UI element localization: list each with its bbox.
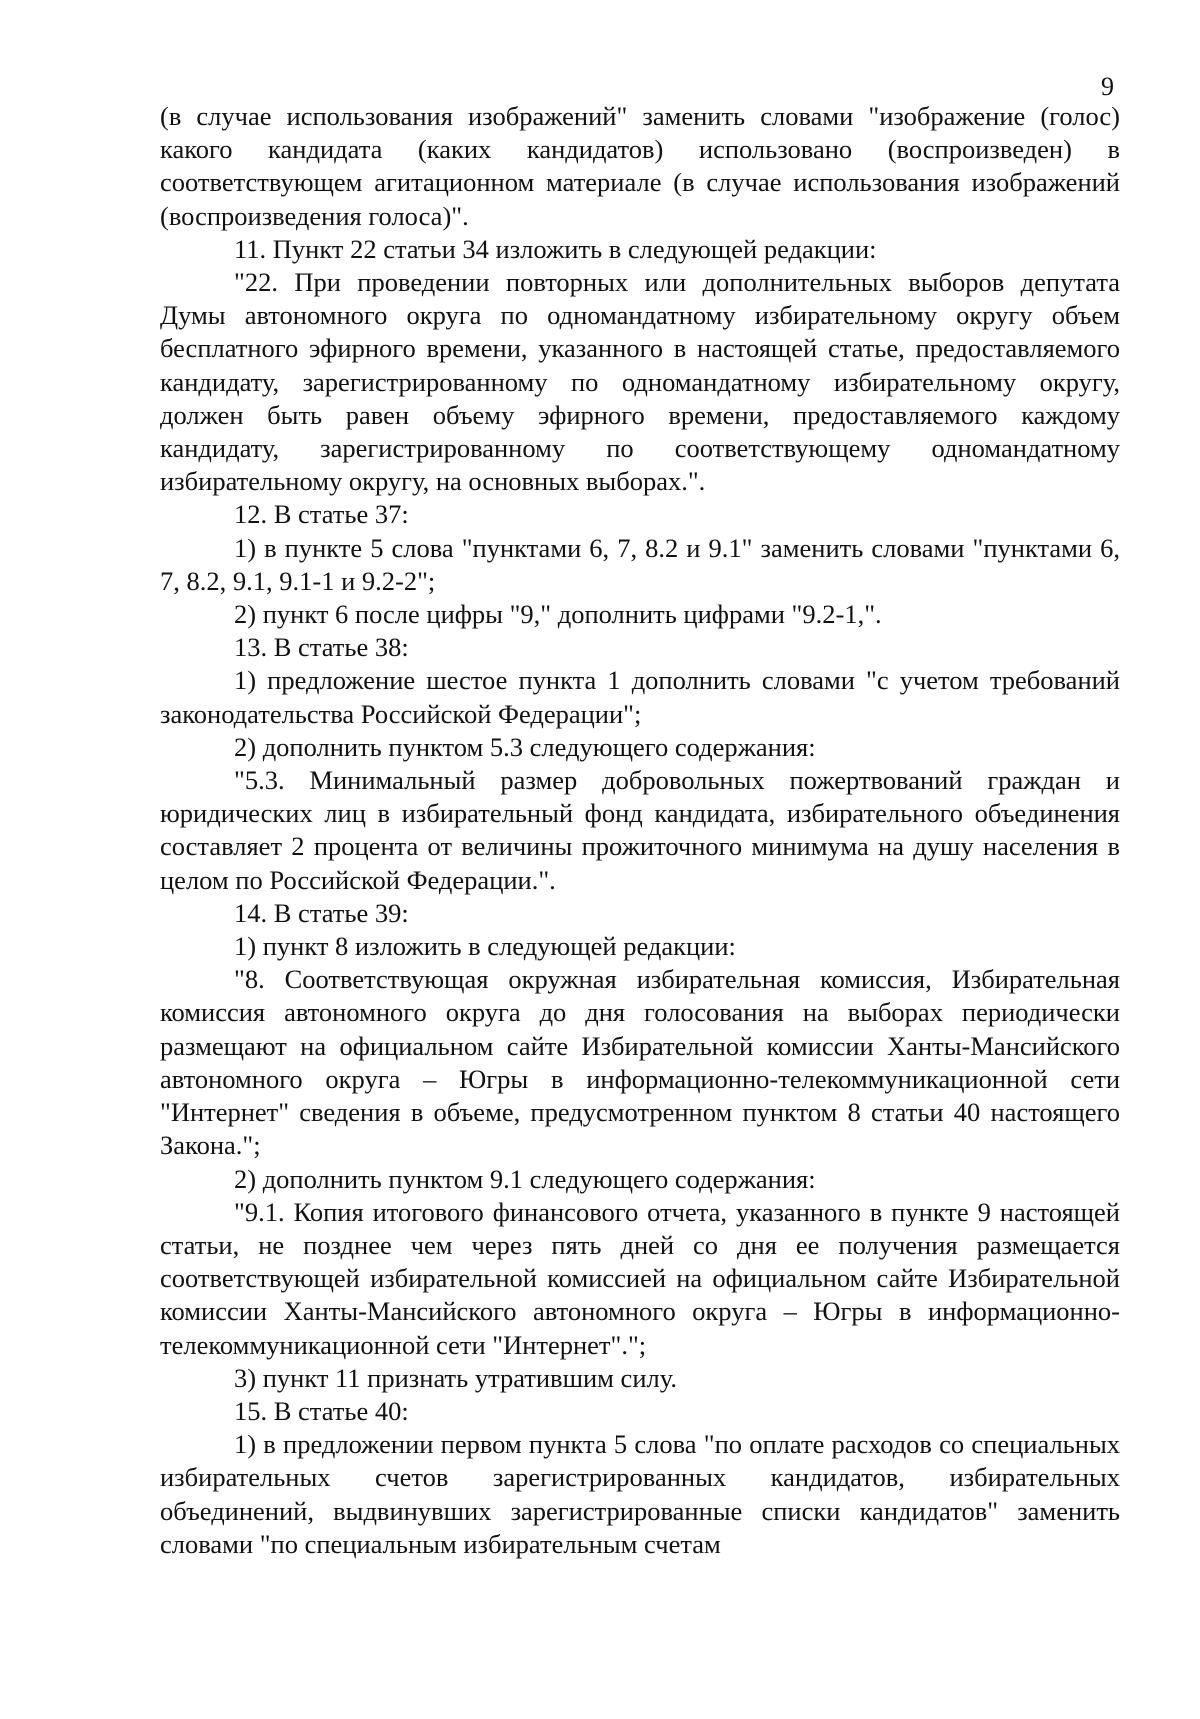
- paragraph: 2) дополнить пунктом 5.3 следующего содержания:: [234, 731, 816, 762]
- paragraph: 1) в пункте 5 слова "пунктами 6, 7, 8.2 и 9.1" заменить словами "пунктами 6, 7, 8.2, 9.1, 9.1-1 и 9.2-2";: [160, 532, 1120, 596]
- page-number: 9: [1101, 72, 1114, 101]
- paragraph: "9.1. Копия итогового финансового отчета, указанного в пункте 9 настоящей статьи, не позднее чем через пять дней со дня ее получения размещается соответствующей избирательной комиссией на официальном сайте Избирательной комиссии Ханты-Мансийского автономного округа – Югры в информационно-телекоммуникационной сети "Интернет".";: [160, 1196, 1120, 1360]
- paragraph: 2) дополнить пунктом 9.1 следующего содержания:: [234, 1163, 816, 1194]
- paragraph: 1) в предложении первом пункта 5 слова "по оплате расходов со специальных избирательных счетов зарегистрированных кандидатов, избирательных объединений, выдвинувших зарегистрированные списки кандидатов" заменить словами "по специальным избирательным счетам: [160, 1429, 1120, 1559]
- paragraph: "22. При проведении повторных или дополнительных выборов депутата Думы автономного округа по одномандатному избирательному округу объем бесплатного эфирного времени, указанного в настоящей статье, предоставляемого кандидату, зарегистрированному по одномандатному избирательному округу, должен быть равен объему эфирного времени, предоставляемого каждому кандидату, зарегистрированному по соответствующему одномандатному избирательному округу, на основных выборах.".: [160, 267, 1120, 497]
- paragraph: 11. Пункт 22 статьи 34 изложить в следующей редакции:: [234, 233, 877, 264]
- paragraph: 3) пункт 11 признать утратившим силу.: [234, 1362, 677, 1393]
- paragraph: 14. В статье 39:: [234, 897, 409, 928]
- paragraph: "5.3. Минимальный размер добровольных пожертвований граждан и юридических лиц в избирательный фонд кандидата, избирательного объединения составляет 2 процента от величины прожиточного минимума на душу населения в целом по Российской Федерации.".: [160, 765, 1120, 895]
- paragraph: "8. Соответствующая окружная избирательная комиссия, Избирательная комиссия автономного округа до дня голосования на выборах периодически размещают на официальном сайте Избирательной комиссии Ханты-Мансийского автономного округа – Югры в информационно-телекоммуникационной сети "Интернет" сведения в объеме, предусмотренном пунктом 8 статьи 40 настоящего Закона.";: [160, 964, 1120, 1161]
- paragraph: 1) пункт 8 изложить в следующей редакции:: [234, 931, 736, 962]
- paragraph: 13. В статье 38:: [234, 632, 409, 663]
- paragraph: 1) предложение шестое пункта 1 дополнить словами "с учетом требований законодательства Российской Федерации";: [160, 665, 1120, 729]
- paragraph: 15. В статье 40:: [234, 1395, 409, 1426]
- paragraph: (в случае использования изображений" заменить словами "изображение (голос) какого кандидата (каких кандидатов) использовано (воспроизведен) в соответствующем агитационном материале (в случае использования изображений (воспроизведения голоса)".: [160, 101, 1120, 231]
- paragraph: 2) пункт 6 после цифры "9," дополнить цифрами "9.2-1,".: [234, 599, 882, 630]
- paragraph: 12. В статье 37:: [234, 499, 409, 530]
- document-body: [160, 100, 1120, 1561]
